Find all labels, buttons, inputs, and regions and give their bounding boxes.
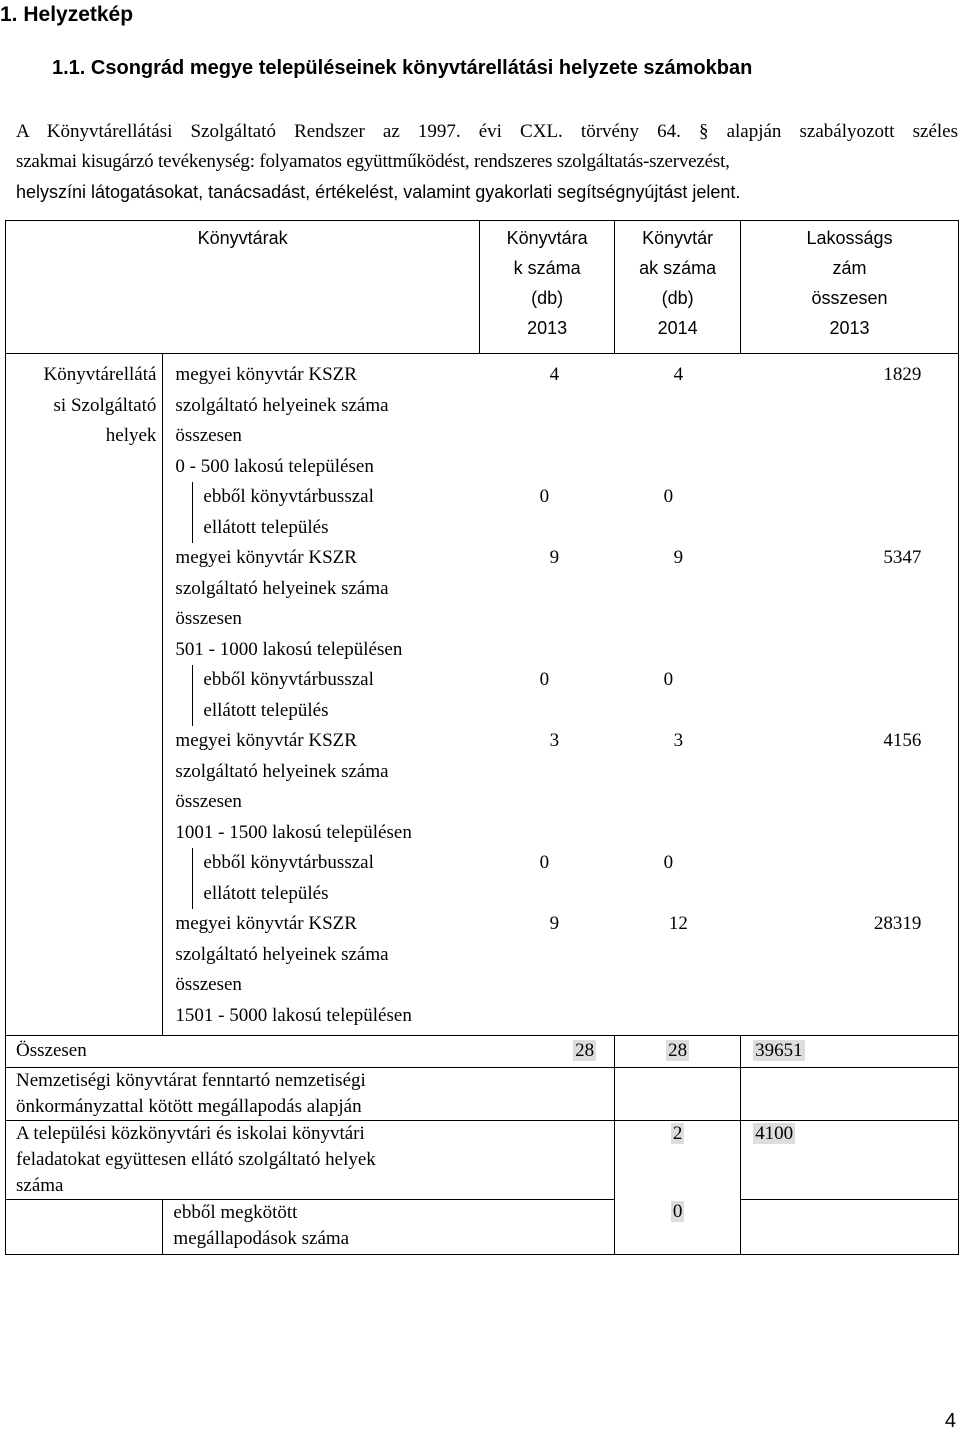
value-population: 5347 [883,547,922,568]
value-2014: 12 [668,913,688,934]
table-row [163,665,958,726]
table-row [163,360,958,482]
kszr-block [6,354,959,1036]
sub-value-2013: 0 [539,669,550,690]
intro-line: szakmai kisugárzó tevékenység: folyamatos együttműködést, rendszeres szolgáltatás-szervezést, [16,151,730,172]
nationality-row [6,1067,959,1120]
agreements-label: ebből megkötött megállapodások száma [163,1199,615,1254]
total-row [6,1036,959,1068]
nationality-label: Nemzetiségi könyvtárat fenntartó nemzetiségi önkormányzattal kötött megállapodás alapján [6,1067,615,1120]
header-row [6,221,959,354]
intro-line: helyszíni látogatásokat, tanácsadást, értékelést, valamint gyakorlati segítségnyújtást jelent. [16,182,741,202]
intro-line: A Könyvtárellátási Szolgáltató Rendszer az 1997. évi CXL. törvény 64. § alapján szabályozott széles [16,121,958,142]
table-row [163,848,958,909]
row-label: megyei könyvtár KSZR szolgáltató helyeinek száma összesen 1001 - 1500 lakosú településen [175,730,412,843]
sub-row-label: ebből könyvtárbusszal ellátott település [192,482,483,543]
total-2013: 28 [575,1040,595,1061]
header-count-2013: Könyvtára k száma (db) 2013 [480,221,615,354]
value-2013: 9 [549,913,560,934]
table-row [163,482,958,543]
sub-row-label: ebből könyvtárbusszal ellátott település [192,665,483,726]
header-count-2014: Könyvtár ak száma (db) 2014 [615,221,741,354]
sub-value-2014: 0 [663,486,674,507]
header-libraries: Könyvtárak [6,221,480,354]
value-2013: 3 [549,730,560,751]
joint-2014: 2 [615,1120,741,1199]
intro-paragraph [16,117,958,207]
table-row [163,726,958,848]
nationality-population [741,1067,959,1120]
agreements-population [741,1199,959,1254]
total-label: Összesen [16,1040,87,1061]
sub-value-2013: 0 [539,852,550,873]
library-table [5,220,959,1255]
value-2013: 4 [549,364,560,385]
page-number: 4 [944,1410,956,1432]
agreements-spacer [6,1199,163,1254]
sub-value-2013: 0 [539,486,550,507]
sub-value-2014: 0 [663,852,674,873]
total-population: 39651 [741,1036,959,1068]
total-label-cell [6,1036,615,1068]
joint-row [6,1120,959,1199]
table-row [163,543,958,665]
total-2014: 28 [615,1036,741,1068]
value-2013: 9 [549,547,560,568]
side-label: Könyvtárellátá si Szolgáltató helyek [6,354,163,1036]
sub-row-label: ebből könyvtárbusszal ellátott település [192,848,483,909]
nationality-2014 [615,1067,741,1120]
value-2014: 3 [673,730,684,751]
agreements-2014: 0 [615,1199,741,1254]
value-2014: 9 [673,547,684,568]
row-label: megyei könyvtár KSZR szolgáltató helyeinek száma összesen 501 - 1000 lakosú településen [175,547,403,660]
value-population: 28319 [873,913,922,934]
joint-population: 4100 [741,1120,959,1199]
table-row [163,909,958,1031]
heading-helyzetkep: 1. Helyzetkép [0,3,134,26]
kszr-rows [163,354,959,1036]
sub-value-2014: 0 [663,669,674,690]
agreements-row [6,1199,959,1254]
value-population: 4156 [883,730,922,751]
heading-csongrad: 1.1. Csongrád megye településeinek könyvtárellátási helyzete számokban [52,57,753,79]
value-population: 1829 [883,364,922,385]
row-label: megyei könyvtár KSZR szolgáltató helyeinek száma összesen 0 - 500 lakosú településen [175,364,389,477]
joint-label: A települési közkönyvtári és iskolai könyvtári feladatokat együttesen ellátó szolgáltató helyek száma [6,1120,615,1199]
value-2014: 4 [673,364,684,385]
header-population-2013: Lakosságs zám összesen 2013 [741,221,959,354]
row-label: megyei könyvtár KSZR szolgáltató helyeinek száma összesen 1501 - 5000 lakosú településen [175,913,412,1026]
